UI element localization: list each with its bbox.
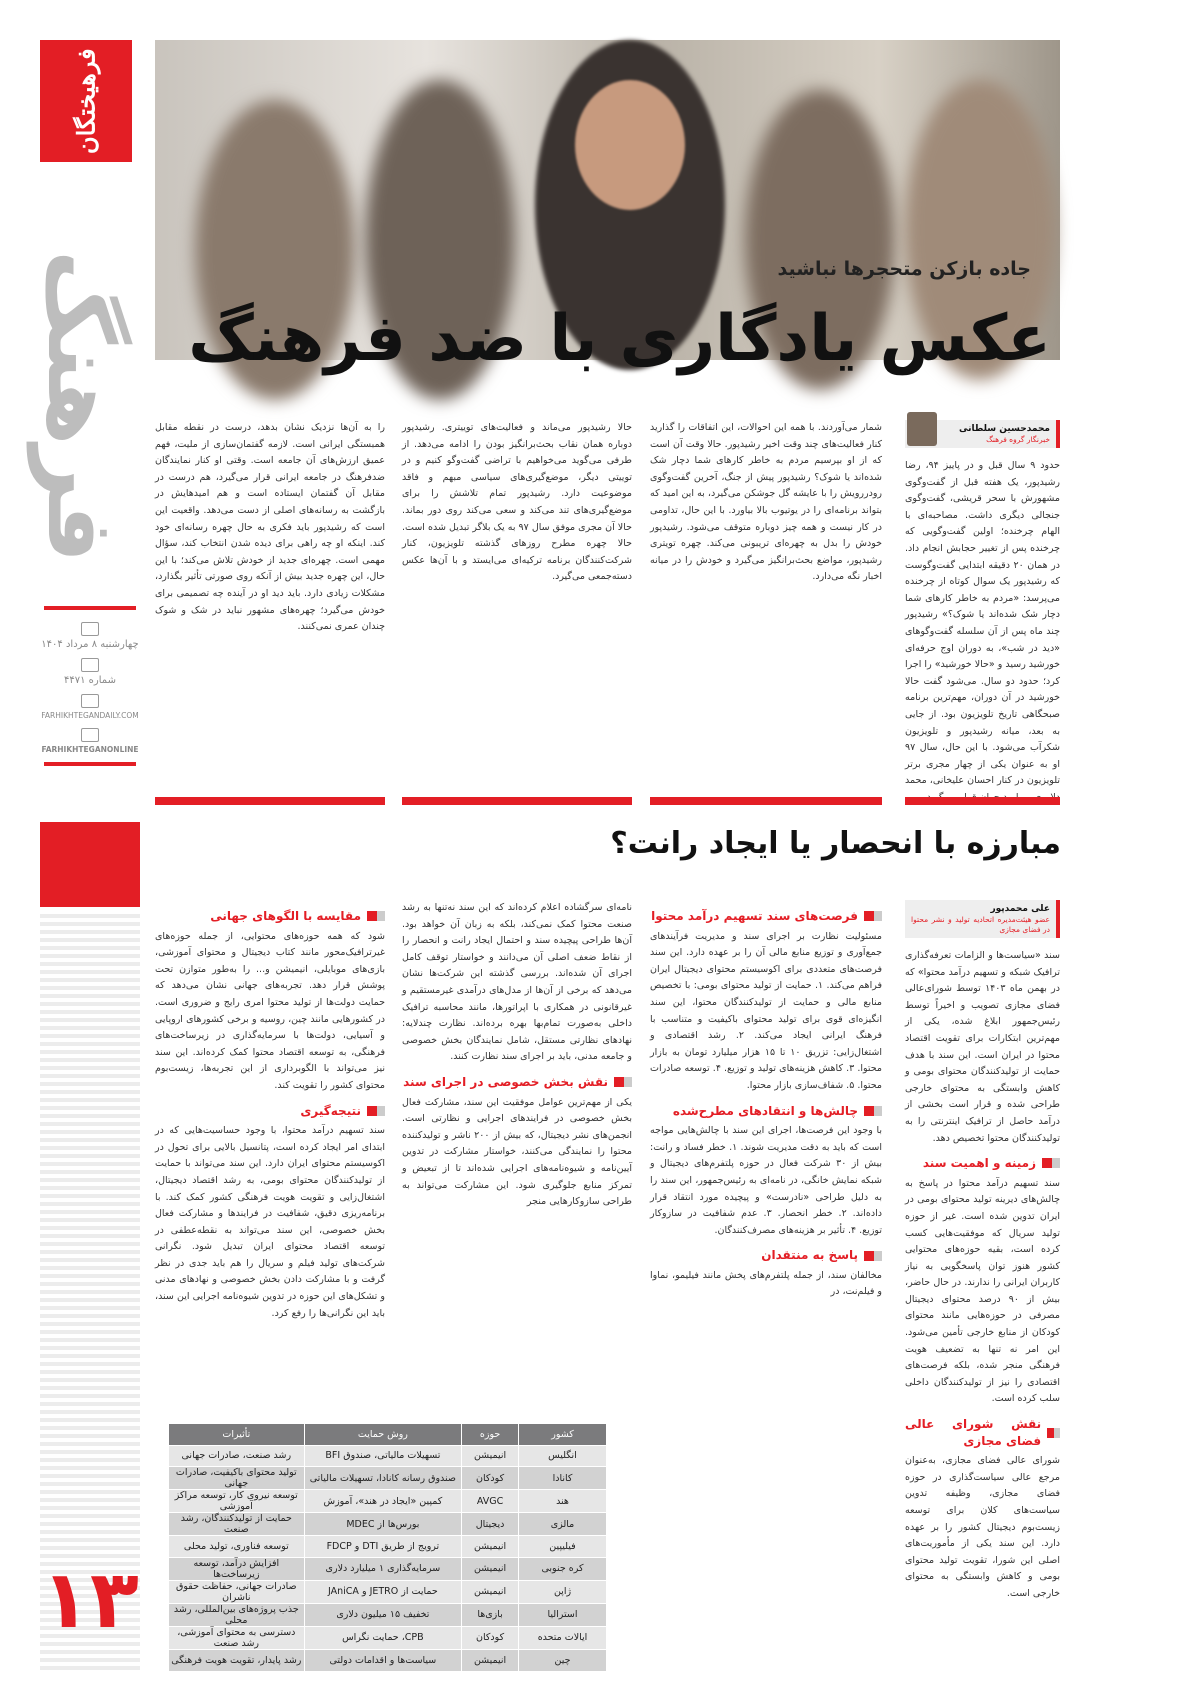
website-link[interactable]: FARHIKHTEGANDAILY.COM: [41, 711, 139, 720]
table-cell: کمپین «ایجاد در هند»، آموزش: [304, 1490, 462, 1513]
article2-headline: مبارزه با انحصار یا ایجاد رانت؟: [610, 826, 1061, 861]
column-rule: [402, 797, 632, 805]
section-heading: نقش بخش خصوصی در اجرای سند: [402, 1074, 632, 1091]
table-header: کشور: [519, 1424, 607, 1445]
author-name: علی محمدپور: [990, 904, 1050, 914]
table-cell: انگلیس: [519, 1445, 607, 1467]
table-cell: رشد صنعت، صادرات جهانی: [169, 1445, 305, 1467]
table-row: [169, 1536, 607, 1558]
heading-marker-icon: [864, 1106, 882, 1116]
table-row: [169, 1445, 607, 1467]
issue-number: شماره ۴۴۷۱: [64, 675, 116, 686]
table-cell: انیمیشن: [462, 1536, 519, 1558]
table-cell: صندوق رسانه کانادا، تسهیلات مالیاتی: [304, 1467, 462, 1490]
table-cell: جذب پروژه‌های بین‌المللی، رشد محلی: [169, 1603, 305, 1626]
social-handle[interactable]: FARHIKHTEGANONLINE: [41, 745, 139, 754]
table-cell: تسهیلات مالیاتی، صندوق BFI: [304, 1445, 462, 1467]
divider: [44, 762, 136, 766]
side-strip: [0, 0, 140, 1700]
table-cell: انیمیشن: [462, 1580, 519, 1603]
section-heading: نتیجه‌گیری: [155, 1103, 385, 1120]
paragraph: حالا رشیدپور می‌ماند و فعالیت‌های توییتری. رشیدپور دوباره همان نقاب بحث‌برانگیز بودن را ادامه می‌دهد. از طرفی می‌گوید می‌خواهیم با تراضی گفت‌وگو کنیم و در توییتی دیگر، موضع‌گیری‌های سیاسی مبهم و فاقد موضوعیت دارد. رشیدپور تمام تلاشش را برای موضع‌گیری‌های تند می‌کند و سعی می‌کند روی دور بماند. حالا آن مجری موفق سال ۹۷ به یک بلاگر تبدیل شده است. حالا چهره مطرح روزهای گذشته تلویزیون، کنار شرکت‌کنندگان برنامه ترکیه‌ای می‌ایستد و با آن‌ها عکس دسته‌جمعی می‌گیرد.: [402, 422, 632, 583]
article1-column-1: [155, 420, 385, 795]
author-box: [905, 420, 1060, 448]
table-cell: تخفیف ۱۵ میلیون دلاری: [304, 1603, 462, 1626]
table-row: [169, 1513, 607, 1536]
paragraph: سند «سیاست‌ها و الزامات تعرفه‌گذاری ترافیک شبکه و تسهیم درآمد محتوا» که در بهمن ماه ۱۴۰۳ توسط شورای‌عالی فضای مجازی تصویب و اخیراً توسط رئیس‌جمهور ابلاغ شده، یکی از مهم‌ترین ابتکارات برای تقویت اقتصاد محتوا در ایران است. این سند با هدف حمایت از تولیدکنندگان محتوای بومی و کاهش وابستگی به محتوای خارجی طراحی شده و قرار است بخشی از درآمد حاصل از ترافیک اینترنتی را به تولیدکنندگان محتوا تخصیص دهد.: [905, 950, 1060, 1144]
page-number: ۱۳: [41, 1553, 139, 1646]
article1-column-2: [402, 420, 632, 795]
article1-column-4: [905, 420, 1060, 795]
heading-marker-icon: [367, 1106, 385, 1116]
author-role: خبرنگار گروه فرهنگ: [986, 435, 1050, 444]
section-heading: فرصت‌های سند تسهیم درآمد محتوا: [650, 908, 882, 925]
article1-column-3: [650, 420, 882, 795]
table-row: [169, 1649, 607, 1671]
paragraph: مخالفان سند، از جمله پلتفرم‌های پخش مانند فیلیمو، نماوا و فیلم‌نت، در: [650, 1269, 882, 1298]
column-rule: [155, 797, 385, 805]
table-cell: چین: [519, 1649, 607, 1671]
paragraph: حدود ۹ سال قبل و در پاییز ۹۴، رضا رشیدپور، یک هفته قبل از گفت‌وگوی مشهورش با سحر قریشی، گفت‌وگوی جنجالی دیگری داشت. مصاحبه‌ای با الهام چرخنده؛ اولین گفت‌وگویی که چرخنده پس از تغییر حجابش انجام داد. در همان ۲۰ دقیقه ابتدایی گفت‌وگوست که رشیدپور یک سوال کوتاه از چرخنده می‌پرسد: «مردم به خاطر کارهای شما دچار شک شده‌اند یا شوک؟» رشیدپور چند ماه پس از آن سلسله گفت‌وگوهای «دید در شب»، به دوران اوج حرفه‌ای خورشید رسید و «حالا خورشید» را اجرا کرد؛ حدود دو سال. می‌شود گفت حالا خورشید در آن دوران، مهم‌ترین برنامه صبحگاهی تاریخ تلویزیون بود. از جایی به بعد، میانه رشیدپور و تلویزیون شکرآب می‌شود. با این حال، سال ۹۷ او به عنوان یکی از چهار مجری برتر تلویزیون در کنار احسان علیخانی، محمد: [905, 460, 1060, 787]
paragraph: شورای عالی فضای مجازی، به‌عنوان مرجع عالی سیاست‌گذاری در حوزه فضای مجازی، وظیفه تدوین سیاست‌های کلان برای توسعه زیست‌بوم دیجیتال کشور را بر عهده دارد. این سند یکی از مأموریت‌های اصلی این شورا، تقویت تولید محتوای بومی و کاهش وابستگی به محتوای خارجی است.: [905, 1455, 1060, 1599]
table-row: [169, 1580, 607, 1603]
paragraph: شمار می‌آوردند. با همه این احوالات، این اتفاقات را گذارید کنار فعالیت‌های چند وقت اخیر رشیدپور. حالا وقت آن است که از او بپرسیم مردم به خاطر کارهای شما دچار شک شده‌اند یا شوک؟ رشیدپور پیش از جنگ، آخرین گفت‌وگوی رودررویش را با عایشه گل جوشکن می‌گیرد، به این امید که بتواند برنامه‌ای را در یوتیوب بالا بیاورد. با این حال، تداومی در کار نیست و همه چیز دوباره متوقف می‌شود. رشیدپور خودش را بدل به چهره‌ای تریبونی می‌کند. چهره تویتری رشیدپور، مواضع بحث‌برانگیز می‌گیرد و خودش را در میانه اخبار نگه می‌دارد.: [650, 422, 882, 583]
table-cell: توسعه فناوری، تولید محلی: [169, 1536, 305, 1558]
paragraph: با وجود این فرصت‌ها، اجرای این سند با چالش‌هایی مواجه است که باید به دقت مدیریت شوند. ۱. خطر فساد و رانت: بیش از ۳۰ شرکت فعال در حوزه پلتفرم‌های دیجیتال و شبکه نمایش خانگی، در نامه‌ای به رئیس‌جمهور، این سند را به دلیل طراحی «نادرست» و پیچیده مورد انتقاد قرار داده‌اند. ۲. خطر انحصار. ۳. عدم شفافیت در سازوکار توزیع. ۴. تأثیر بر هزینه‌های مصرف‌کنندگان.: [650, 1125, 883, 1236]
article-headline: عکس یادگاری با ضد فرهنگ: [188, 302, 1051, 376]
author-avatar: [907, 412, 937, 446]
table-cell: CPB، حمایت نگراس: [304, 1626, 462, 1649]
table-row: [169, 1467, 607, 1490]
paragraph: شود که همه حوزه‌های محتوایی، از جمله حوزه‌های غیرترافیک‌محور مانند کتاب دیجیتال و محتوای آموزشی، بازی‌های موبایلی، انیمیشن و... را به‌طور متوازن تحت پوشش قرار دهد. تجربه‌های جهانی نشان می‌دهد که حمایت دولت‌ها از تولید محتوا امری رایج و ضروری است. در کشورهایی مانند چین، روسیه و برخی کشورهای اروپایی و آسیایی، دولت‌ها با سرمایه‌گذاری در زیرساخت‌های فرهنگی، به توسعه اقتصاد محتوا کمک کرده‌اند. این سند نیز می‌تواند با الگوبرداری از این تجربه‌ها، زیست‌بوم محتوای کشور را تقویت کند.: [155, 930, 385, 1091]
table-header: روش حمایت: [304, 1424, 462, 1445]
paragraph: مسئولیت نظارت بر اجرای سند و مدیریت فرآیندهای جمع‌آوری و توزیع منابع مالی آن را بر عهده دارد. این سند فرصت‌های متعددی برای اکوسیستم محتوای دیجیتال ایران فراهم می‌کند. ۱. حمایت از تولید محتوای بومی: با تخصیص منابع مالی و حمایت از تولیدکنندگان محتوا، این سند انگیزه‌ای قوی برای تولید محتوای باکیفیت و متناسب با فرهنگ ایرانی ایجاد می‌کند. ۲. رشد اقتصادی و اشتغال‌زایی: تزریق ۱۰ تا ۱۵ هزار میلیارد تومان به بازار محتوا. ۳. کاهش هزینه‌های تولید و توزیع. ۴. توسعه صادرات محتوا. ۵. شفاف‌سازی بازار محتوا.: [650, 930, 883, 1091]
section-heading: پاسخ به منتقدان: [650, 1247, 882, 1264]
table-cell: کانادا: [519, 1467, 607, 1490]
issue-date: چهارشنبه ۸ مرداد ۱۴۰۴: [41, 639, 139, 650]
table-cell: توسعه نیروی کار، توسعه مراکز آموزشی: [169, 1490, 305, 1513]
heading-marker-icon: [614, 1077, 632, 1087]
table-cell: حمایت از تولیدکنندگان، رشد صنعت: [169, 1513, 305, 1536]
table-cell: صادرات جهانی، حفاظت حقوق ناشران: [169, 1580, 305, 1603]
table-cell: انیمیشن: [462, 1649, 519, 1671]
section-label: فرهنگ: [27, 250, 134, 564]
table-cell: دیجیتال: [462, 1513, 519, 1536]
table-cell: انیمیشن: [462, 1445, 519, 1467]
paragraph: نامه‌ای سرگشاده اعلام کرده‌اند که این سند نه‌تنها به رشد صنعت محتوا کمک نمی‌کند، بلکه به زبان آن خواهد بود. آن‌ها طراحی پیچیده سند و احتمال ایجاد رانت و انحصار را از نقاط ضعف اصلی آن می‌دانند و خواستار توقف کامل اجرای آن شده‌اند. بررسی گذشته این شرکت‌ها نشان می‌دهد که برخی از آن‌ها از مدل‌های درآمدی غیرمستقیم و غیرقانونی در همکاری با اپراتورها، مانند محاسبه ترافیک داخلی به‌صورت تمام‌بها بهره برده‌اند. نظارت چندلایه: نهادهای نظارتی مستقل، شامل نمایندگان بخش خصوصی و جامعه مدنی، باید بر اجرای سند نظارت کنند.: [402, 902, 632, 1063]
divider: [44, 606, 136, 610]
newspaper-logo: فرهیختگان: [40, 40, 132, 162]
table-cell: بازی‌ها: [462, 1603, 519, 1626]
article2-column-2: [402, 900, 632, 1410]
table-cell: ایالات متحده: [519, 1626, 607, 1649]
section-heading: مقایسه با الگوهای جهانی: [155, 908, 385, 925]
paragraph: را به آن‌ها نزدیک نشان بدهد، درست در نقطه مقابل همبستگی ایرانی است. لازمه گفتمان‌سازی از ملیت، فهم عمیق ارزش‌های آن جامعه است. وقتی او کنار نمایندگان ضدفرهنگ در جامعه ایرانی قرار می‌گیرد، هم درست در مقابل آن گفتمان ایستاده است و هم امیدهایش در بازگشت به رسانه‌های اصلی از دست می‌دهد. واقعیت این است که رشیدپور باید فکری به حال چهره رسانه‌ای خود کند. اینکه او چه راهی برای دیده شدن انتخاب کند، سؤال مهمی است. چهره‌ای جدید از خودش تلاش می‌کند؛ با این حال، این چهره جدید بیش از آنکه روی صورتی تأثیر بگذارد، مشکلات زیادی دارد. باید دید او در آینده چه تصمیمی برای خودش می‌گیرد؛ چهره‌های مشهور نباید در شک و شوک چندان عمری نمی‌کنند.: [155, 422, 385, 633]
table-cell: رشد پایدار، تقویت هویت فرهنگی: [169, 1649, 305, 1671]
social-icon: [81, 728, 99, 742]
heading-marker-icon: [864, 1251, 882, 1261]
column-rule: [905, 797, 1060, 805]
table-cell: ژاپن: [519, 1580, 607, 1603]
table-cell: بورس‌ها از MDEC: [304, 1513, 462, 1536]
table-cell: AVGC: [462, 1490, 519, 1513]
table-header: تأثیرات: [169, 1424, 305, 1445]
section-heading: چالش‌ها و انتقادهای مطرح‌شده: [650, 1103, 882, 1120]
calendar-icon: [81, 622, 99, 636]
section-heading: نقش شورای عالی فضای مجازی: [905, 1416, 1060, 1449]
author-name: محمدحسین سلطانی: [959, 424, 1050, 434]
paragraph: سند تسهیم درآمد محتوا در پاسخ به چالش‌های دیرینه تولید محتوای بومی در ایران تدوین شده است. غیر از حوزه تولید سریال که موفقیت‌هایی کسب کرده است، بقیه حوزه‌های محتوایی کشور هنوز توان پاسخگویی به نیاز کاربران ایرانی را ندارند. در حال حاضر، بیش از ۹۰ درصد محتوای دیجیتال مصرفی در حوزه‌هایی مانند محتوای کودکان از منابع خارجی تأمین می‌شود. این امر نه تنها به تضعیف هویت فرهنگی منجر شده، بلکه فرصت‌های اقتصادی را نیز از تولیدکنندگان داخلی سلب کرده است.: [905, 1177, 1060, 1405]
table-cell: دسترسی به محتوای آموزشی، رشد صنعت: [169, 1626, 305, 1649]
table-header: حوزه: [462, 1424, 519, 1445]
article2-column-3: [650, 900, 882, 1690]
article-subtitle: جاده بازکن متحجرها نباشید: [777, 258, 1031, 280]
comparison-table: [168, 1424, 606, 1671]
heading-marker-icon: [864, 911, 882, 921]
table-row: [169, 1490, 607, 1513]
author-role: عضو هیئت‌مدیره اتحادیه تولید و نشر محتوا در فضای مجازی: [911, 915, 1050, 934]
author-box: [905, 900, 1060, 938]
table-cell: افزایش درآمد، توسعه زیرساخت‌ها: [169, 1557, 305, 1580]
table-cell: استرالیا: [519, 1603, 607, 1626]
issue-meta: [40, 600, 140, 778]
table-cell: حمایت از JETRO و JAniCA: [304, 1580, 462, 1603]
article2-column-1: [155, 900, 385, 1410]
website-icon: [81, 694, 99, 708]
table-row: [169, 1557, 607, 1580]
table-cell: فیلیپین: [519, 1536, 607, 1558]
red-block: [40, 822, 140, 907]
heading-marker-icon: [1047, 1428, 1060, 1438]
heading-marker-icon: [1042, 1158, 1060, 1168]
section-heading: زمینه و اهمیت سند: [905, 1155, 1060, 1172]
column-rule: [650, 797, 882, 805]
paragraph: یکی از مهم‌ترین عوامل موفقیت این سند، مشارکت فعال بخش خصوصی در فرایندهای اجرایی و نظارتی است. انجمن‌های نشر دیجیتال، که بیش از ۲۰۰ ناشر و تولیدکننده محتوا را نمایندگی می‌کنند، خواستار مشارکت در تدوین آیین‌نامه و شیوه‌نامه‌های اجرایی شده‌اند تا از تبعیض و تمرکز منابع جلوگیری شود. این مشارکت می‌تواند به طراحی سازوکارهایی منجر: [402, 1096, 632, 1208]
paragraph: سند تسهیم درآمد محتوا، با وجود حساسیت‌هایی که در ابتدای امر ایجاد کرده است، پتانسیل بالایی برای تحول در اکوسیستم محتوای ایران دارد. این سند می‌تواند با حمایت از تولیدکنندگان محتوای بومی، به رشد اقتصاد دیجیتال، اشتغال‌زایی و تقویت هویت فرهنگی کشور کمک کند. با برنامه‌ریزی دقیق، شفافیت در فرایندها و مشارکت فعال بخش خصوصی، این سند می‌تواند به نقطه‌عطفی در توسعه اقتصاد محتوای ایران تبدیل شود. نگرانی شرکت‌های تولید فیلم و سریال را هم باید جدی در نظر گرفت و با مشارکت دادن بخش خصوصی و نهادهای مدنی و تشکل‌های این حوزه در تدوین شیوه‌نامه اجرایی این سند، باید این نگرانی‌ها را رفع کرد.: [155, 1125, 385, 1319]
table-cell: کودکان: [462, 1626, 519, 1649]
table-cell: مالزی: [519, 1513, 607, 1536]
table-cell: هند: [519, 1490, 607, 1513]
article2-column-4: [905, 900, 1060, 1690]
table-row: [169, 1603, 607, 1626]
table-row: [169, 1626, 607, 1649]
heading-marker-icon: [367, 911, 385, 921]
table-cell: سیاست‌ها و اقدامات دولتی: [304, 1649, 462, 1671]
issue-number-icon: [81, 658, 99, 672]
table-cell: سرمایه‌گذاری ۱ میلیارد دلاری: [304, 1557, 462, 1580]
table-cell: ترویج از طریق DTI و FDCP: [304, 1536, 462, 1558]
table-cell: کره جنوبی: [519, 1557, 607, 1580]
table-cell: تولید محتوای باکیفیت، صادرات جهانی: [169, 1467, 305, 1490]
table-cell: انیمیشن: [462, 1557, 519, 1580]
table-cell: کودکان: [462, 1467, 519, 1490]
